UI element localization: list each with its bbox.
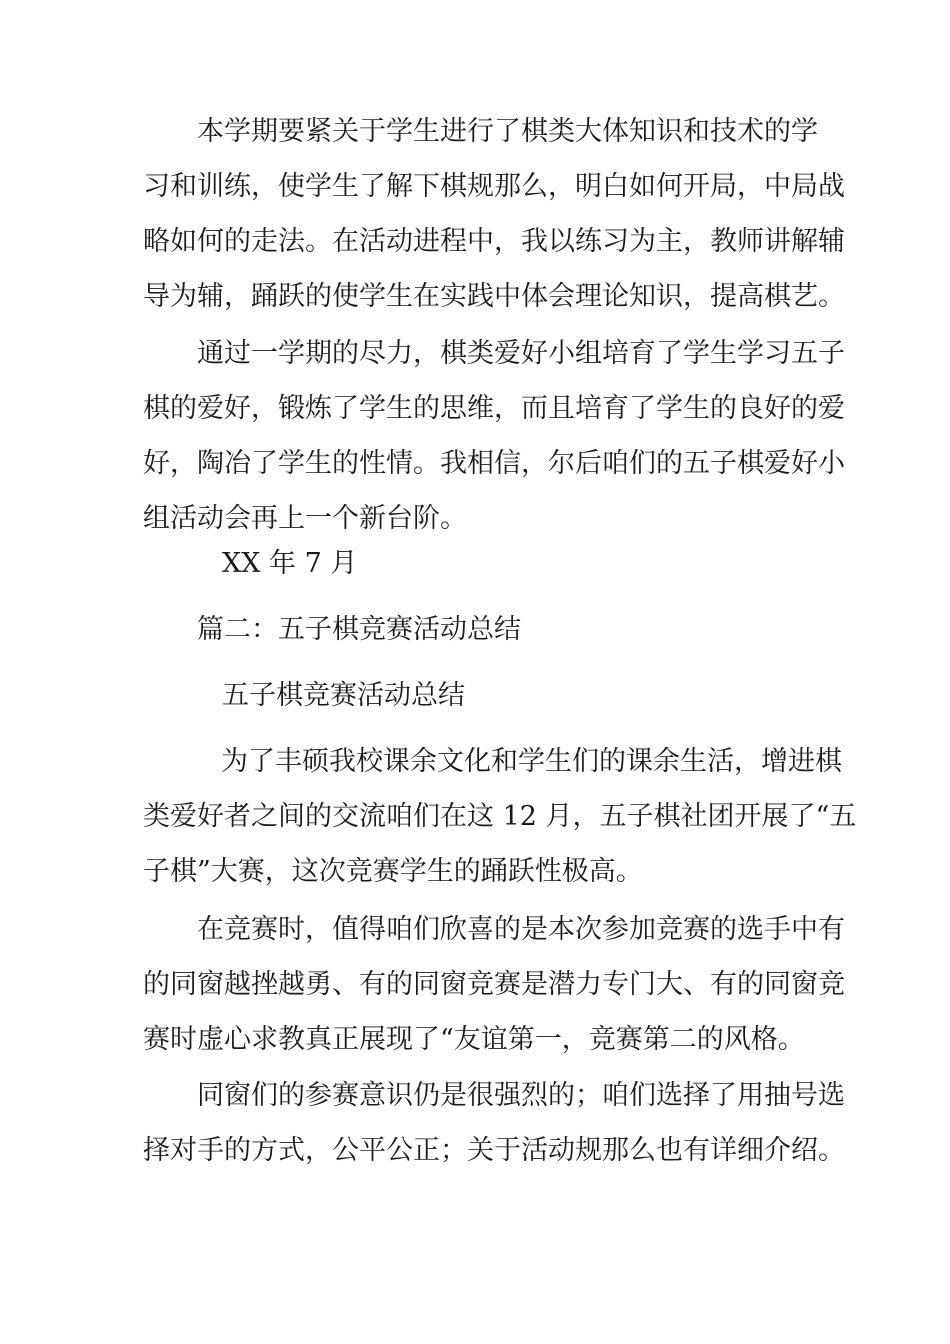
section-title: 五子棋竞赛活动总结 — [222, 680, 465, 711]
text-line: 棋的爱好，锻炼了学生的思维，而且培育了学生的良好的爱 — [143, 393, 845, 424]
text-line: 择对手的方式，公平公正；关于活动规那么也有详细介绍。 — [143, 1135, 845, 1166]
text-line: 在竞赛时，值得咱们欣喜的是本次参加竞赛的选手中有 — [197, 914, 845, 945]
text-line: 为了丰硕我校课余文化和学生们的课余生活，增进棋 — [221, 746, 842, 777]
text-line: 通过一学期的尽力，棋类爱好小组培育了学生学习五子 — [197, 338, 845, 369]
text-line: 组活动会再上一个新台阶。 — [143, 503, 467, 534]
text-line: 习和训练，使学生了解下棋规那么，明白如何开局，中局战 — [143, 171, 845, 202]
text-line: 本学期要紧关于学生进行了棋类大体知识和技术的学 — [197, 116, 818, 147]
text-line: 同窗们的参赛意识仍是很强烈的；咱们选择了用抽号选 — [197, 1080, 845, 1111]
paragraph-competition-spirit — [143, 902, 845, 1067]
date-line: XX 年 7 月 — [222, 548, 358, 579]
text-line: 类爱好者之间的交流咱们在这 12 月，五子棋社团开展了“五 — [143, 801, 857, 832]
text-line: 略如何的走法。在活动进程中，我以练习为主，教师讲解辅 — [143, 226, 845, 257]
paragraph-semester-summary — [143, 104, 845, 324]
text-line: 好，陶冶了学生的性情。我相信，尔后咱们的五子棋爱好小 — [143, 448, 845, 479]
paragraph-club-achievements — [143, 326, 845, 546]
paragraph-competition-intro — [143, 734, 857, 899]
text-line: 的同窗越挫越勇、有的同窗竞赛是潜力专门大、有的同窗竞 — [143, 969, 845, 1000]
text-line: 子棋”大赛，这次竞赛学生的踊跃性极高。 — [143, 856, 643, 887]
section-heading: 篇二：五子棋竞赛活动总结 — [197, 614, 521, 645]
paragraph-participation — [143, 1068, 845, 1178]
text-line: 赛时虚心求教真正展现了“友谊第一，竞赛第二的风格。 — [143, 1024, 805, 1055]
text-line: 导为辅，踊跃的使学生在实践中体会理论知识，提高棋艺。 — [143, 281, 845, 312]
